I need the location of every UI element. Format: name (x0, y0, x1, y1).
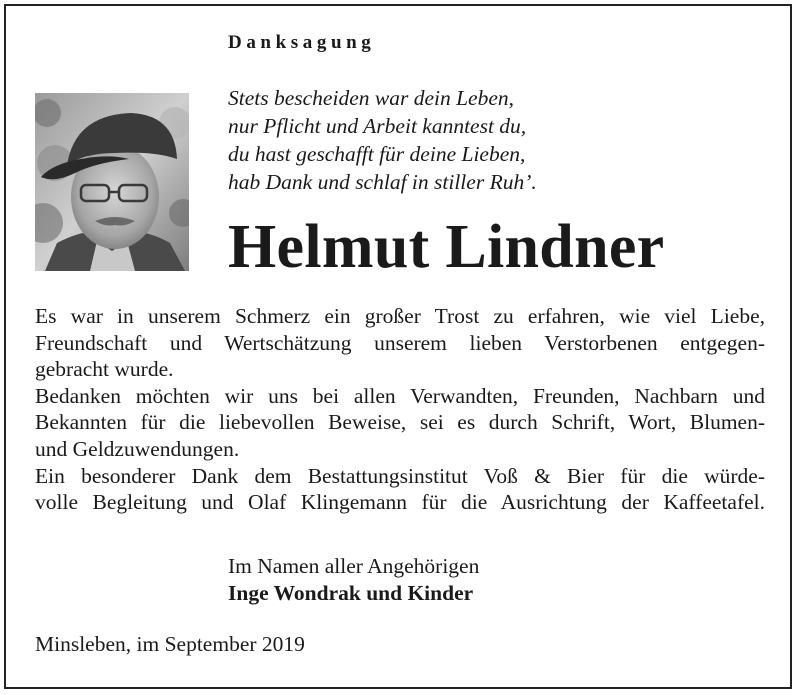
body-line: volle Begleitung und Olaf Klingemann für die Ausrichtung der Kaffeetafel. (35, 490, 765, 515)
body-line: Bedanken möchten wir uns bei allen Verwandten, Freunden, Nachbarn und (35, 383, 765, 408)
poem-line: Stets bescheiden war dein Leben, (228, 86, 515, 110)
body-line: gebracht wurde. (35, 357, 174, 382)
signature-intro: Im Namen aller Angehörigen (228, 554, 480, 578)
body-line: Freundschaft und Wertschätzung unserem lieben Verstorbenen entgegen- (35, 330, 765, 355)
thank-you-text (35, 303, 765, 516)
signature-names: Inge Wondrak und Kinder (228, 581, 474, 605)
notice-heading: Danksagung (228, 32, 376, 53)
poem (228, 84, 537, 196)
poem-line: nur Pflicht und Arbeit kanntest du, (228, 114, 527, 138)
body-line: Es war in unserem Schmerz ein großer Trost zu erfahren, wie viel Liebe, (35, 304, 765, 328)
body-line: Ein besonderer Dank dem Bestattungsinstitut Voß & Bier für die würde- (35, 463, 765, 488)
body-line: Bekannten für die liebevollen Beweise, sei es durch Schrift, Wort, Blumen- (35, 410, 765, 435)
place-date: Minsleben, im September 2019 (35, 632, 305, 656)
poem-line: hab Dank und schlaf in stiller Ruh’. (228, 170, 537, 194)
poem-line: du hast geschafft für deine Lieben, (228, 142, 526, 166)
portrait-photo (35, 93, 189, 271)
signature-block (228, 553, 479, 607)
body-line: und Geldzuwendungen. (35, 436, 240, 461)
deceased-name: Helmut Lindner (228, 213, 665, 281)
